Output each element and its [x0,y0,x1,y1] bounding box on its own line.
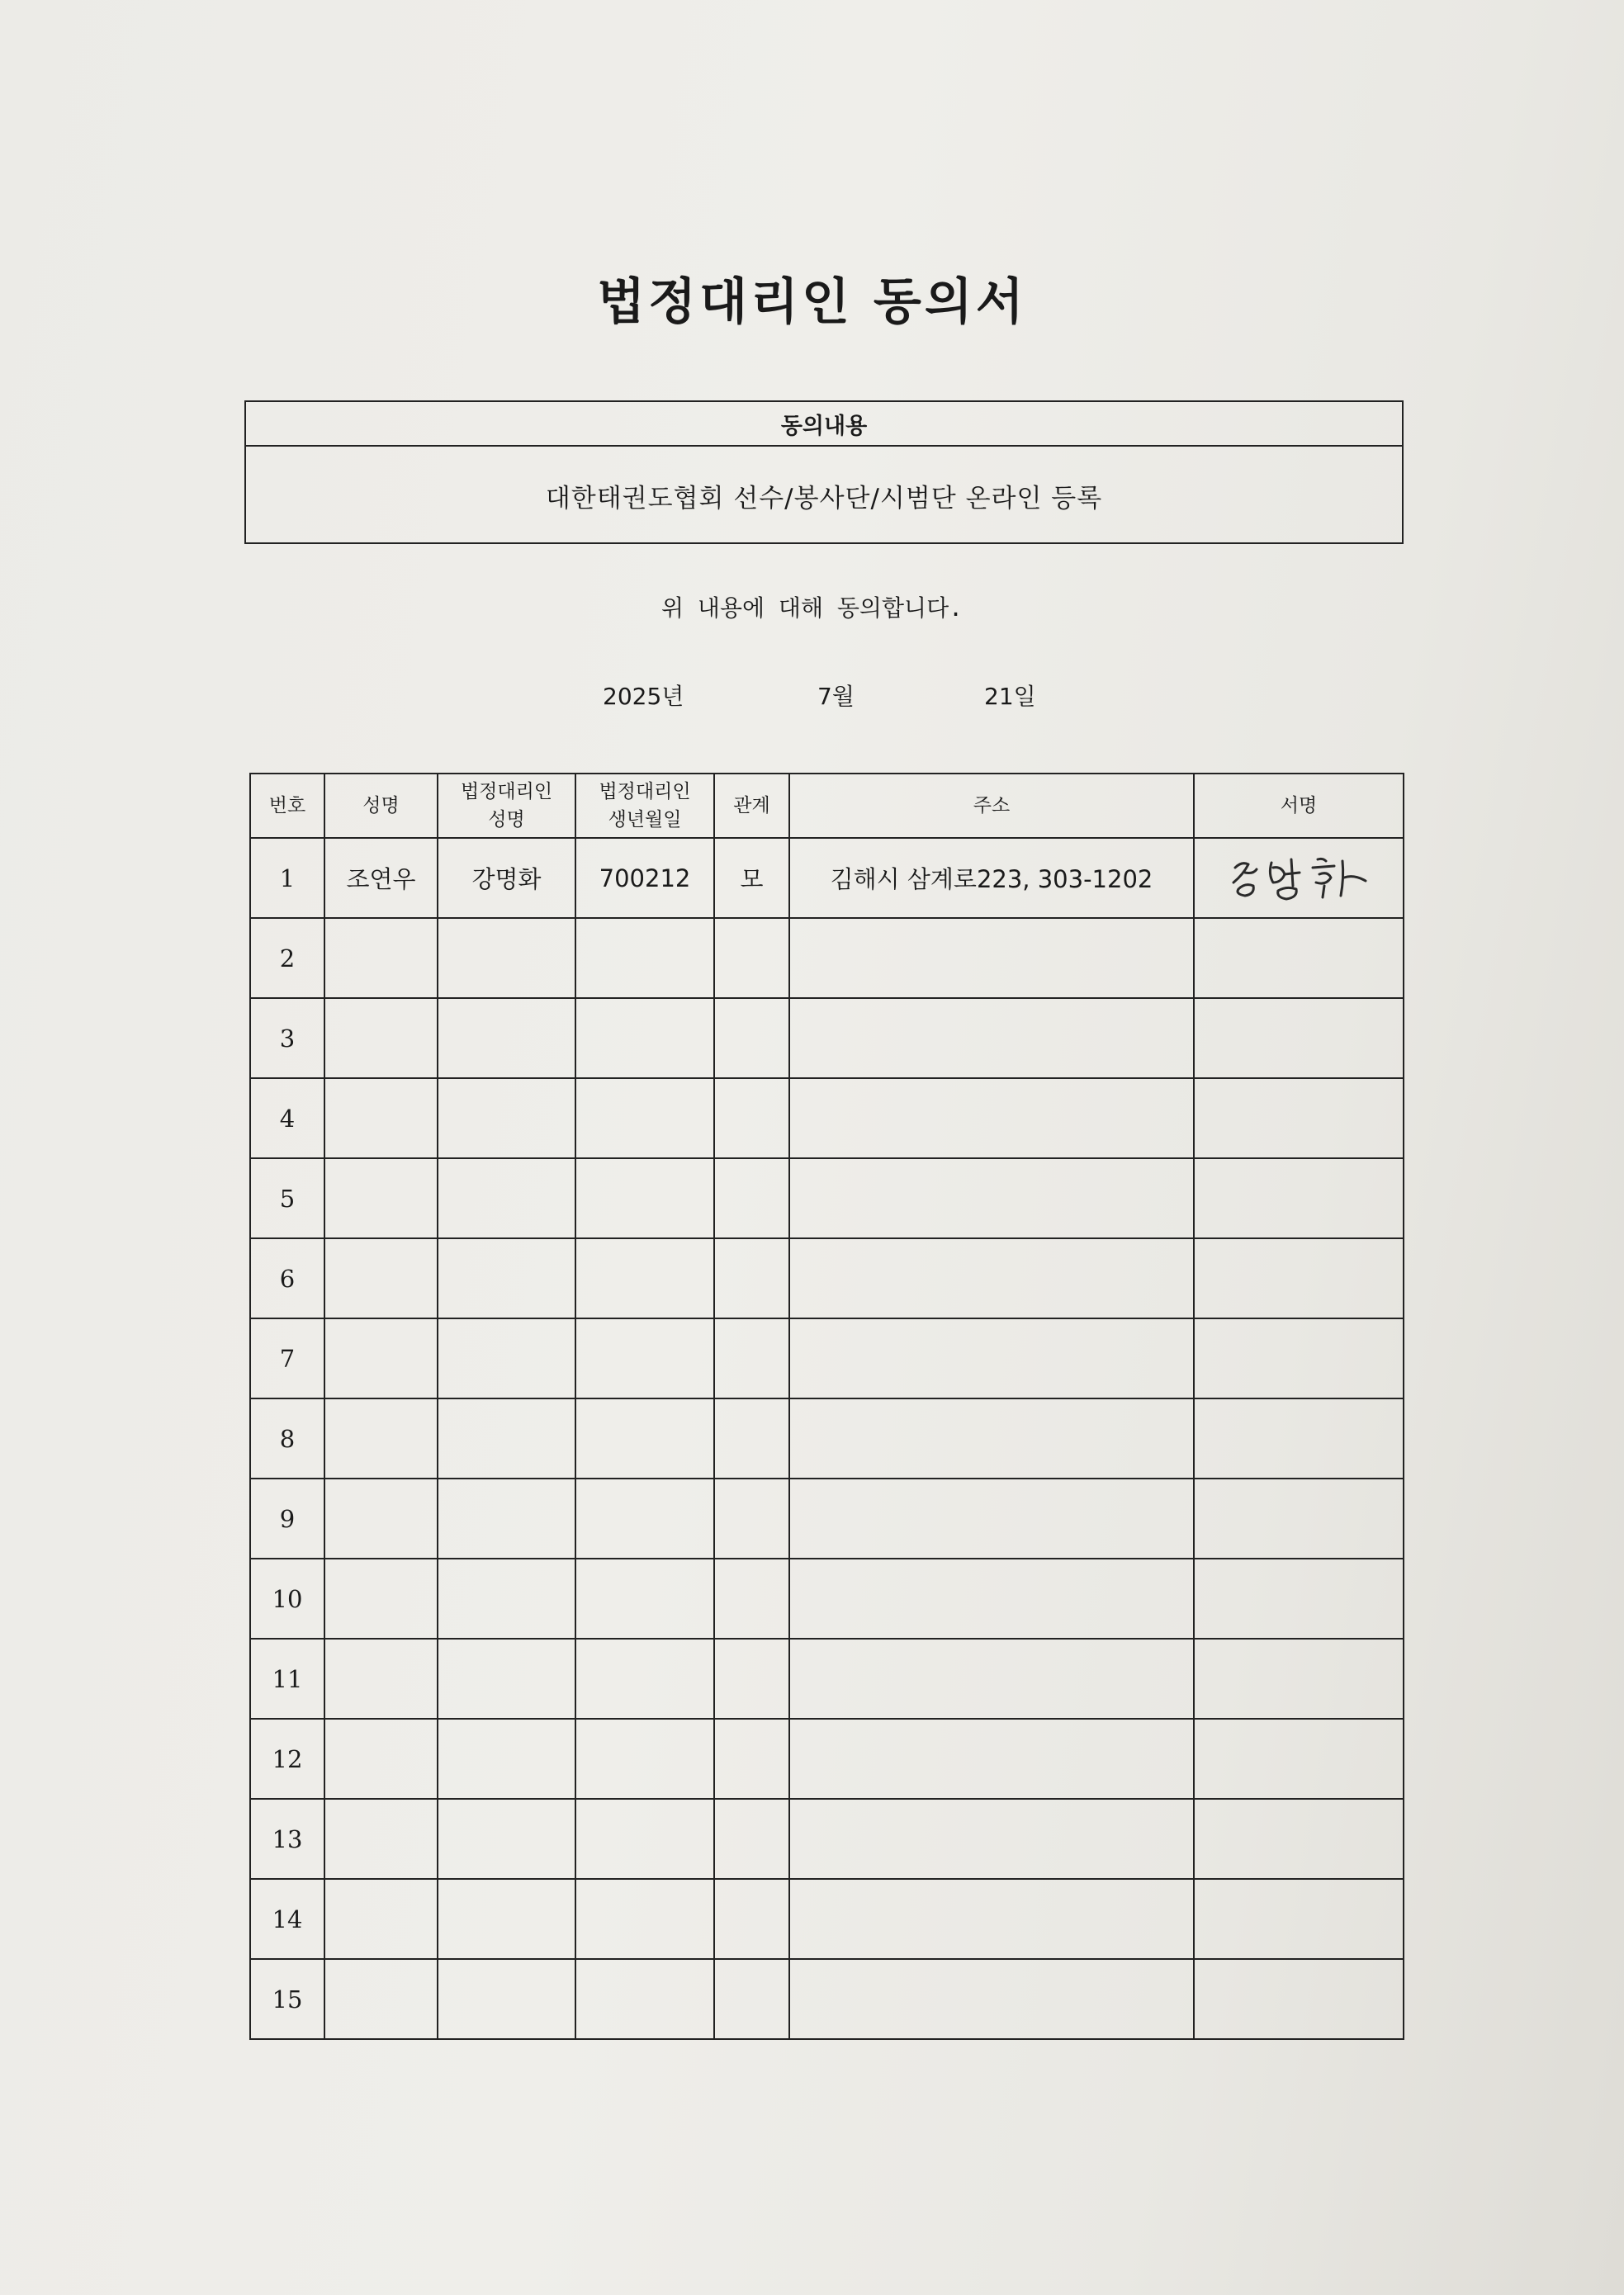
cell-guardian-name [438,998,575,1078]
consent-body: 대한태권도협회 선수/봉사단/시범단 온라인 등록 [545,483,1103,513]
cell-address [789,1238,1194,1318]
cell-address [789,1559,1194,1639]
cell-signature [1194,1318,1404,1398]
header-no: 번호 [250,774,324,838]
cell-guardian-birth [575,1559,714,1639]
cell-signature [1194,1238,1404,1318]
header-guardian-name-line2: 성명 [488,809,525,830]
table-body [250,838,1404,2039]
cell-relation [714,1879,789,1959]
header-name: 성명 [324,774,438,838]
consent-header: 동의내용 [246,402,1402,447]
cell-name [324,1158,438,1238]
cell-no: 2 [250,918,324,998]
cell-guardian-birth [575,1479,714,1559]
header-signature: 서명 [1194,774,1404,838]
cell-guardian-birth [575,1238,714,1318]
cell-no: 12 [250,1719,324,1799]
cell-address [789,1719,1194,1799]
cell-guardian-birth [575,1879,714,1959]
table-row [250,1559,1404,1639]
cell-name [324,1238,438,1318]
cell-no: 10 [250,1559,324,1639]
cell-signature [1194,838,1404,918]
cell-signature [1194,1799,1404,1879]
cell-name [324,1799,438,1879]
table-header-row [250,774,1404,838]
cell-address [789,1398,1194,1479]
cell-no: 1 [250,838,324,918]
cell-no: 5 [250,1158,324,1238]
cell-relation [714,1559,789,1639]
cell-no: 15 [250,1959,324,2039]
registration-table [249,773,1404,2040]
cell-relation [714,1799,789,1879]
cell-guardian-name [438,1398,575,1479]
header-guardian-name-line1: 법정대리인 [460,781,553,802]
cell-guardian-birth [575,1639,714,1719]
cell-signature [1194,1639,1404,1719]
cell-relation: 모 [714,838,789,918]
cell-guardian-birth [575,1799,714,1879]
cell-no: 8 [250,1398,324,1479]
cell-name [324,1879,438,1959]
table-row [250,1639,1404,1719]
cell-name [324,1959,438,2039]
cell-no: 6 [250,1238,324,1318]
cell-address: 김해시 삼계로223, 303-1202 [789,838,1194,918]
cell-name: 조연우 [324,838,438,918]
table-row [250,1719,1404,1799]
cell-relation [714,1238,789,1318]
cell-name [324,1318,438,1398]
cell-address [789,1799,1194,1879]
cell-relation [714,1398,789,1479]
cell-relation [714,1318,789,1398]
agreement-statement: 위 내용에 대해 동의합니다. [661,594,963,622]
cell-address [789,1078,1194,1158]
cell-address [789,1158,1194,1238]
date-year: 2025년 [603,683,684,710]
header-guardian-birth-line1: 법정대리인 [599,781,691,802]
cell-guardian-name [438,1318,575,1398]
cell-signature [1194,1959,1404,2039]
cell-guardian-name [438,1078,575,1158]
cell-signature [1194,1158,1404,1238]
cell-guardian-name [438,1238,575,1318]
cell-name [324,1639,438,1719]
cell-no: 3 [250,998,324,1078]
cell-guardian-birth [575,1719,714,1799]
cell-signature [1194,1879,1404,1959]
header-guardian-birth-line2: 생년월일 [608,809,682,830]
cell-guardian-birth [575,1959,714,2039]
cell-address [789,1318,1194,1398]
date-day: 21일 [984,683,1036,710]
table-row [250,838,1404,918]
header-address: 주소 [789,774,1194,838]
cell-relation [714,1639,789,1719]
cell-guardian-name [438,918,575,998]
cell-signature [1194,1479,1404,1559]
cell-name [324,1398,438,1479]
date-month: 7월 [817,683,855,710]
table-row [250,1799,1404,1879]
cell-address [789,1639,1194,1719]
table-row [250,1479,1404,1559]
cell-guardian-birth [575,1318,714,1398]
cell-guardian-name: 강명화 [438,838,575,918]
cell-name [324,1719,438,1799]
cell-signature [1194,1719,1404,1799]
cell-relation [714,1719,789,1799]
consent-box [244,400,1404,544]
cell-no: 14 [250,1879,324,1959]
cell-signature [1194,918,1404,998]
cell-guardian-birth [575,1398,714,1479]
cell-name [324,918,438,998]
cell-address [789,1959,1194,2039]
table-row [250,1879,1404,1959]
cell-relation [714,1479,789,1559]
table-row [250,1078,1404,1158]
cell-guardian-birth: 700212 [575,838,714,918]
cell-relation [714,918,789,998]
cell-relation [714,1158,789,1238]
header-relation: 관계 [714,774,789,838]
table-row [250,1398,1404,1479]
cell-relation [714,1959,789,2039]
cell-address [789,998,1194,1078]
cell-address [789,918,1194,998]
cell-guardian-name [438,1559,575,1639]
cell-guardian-name [438,1479,575,1559]
cell-signature [1194,1078,1404,1158]
cell-no: 7 [250,1318,324,1398]
cell-guardian-name [438,1158,575,1238]
cell-guardian-name [438,1799,575,1879]
cell-name [324,1078,438,1158]
cell-name [324,1479,438,1559]
table-row [250,998,1404,1078]
page-title: 법정대리인 동의서 [597,273,1027,331]
cell-guardian-name [438,1719,575,1799]
cell-guardian-birth [575,918,714,998]
table-row [250,1238,1404,1318]
cell-signature [1194,1398,1404,1479]
cell-guardian-birth [575,1078,714,1158]
cell-guardian-name [438,1959,575,2039]
cell-guardian-name [438,1879,575,1959]
cell-address [789,1479,1194,1559]
cell-guardian-birth [575,998,714,1078]
cell-no: 13 [250,1799,324,1879]
table-row [250,1959,1404,2039]
cell-no: 9 [250,1479,324,1559]
cell-guardian-birth [575,1158,714,1238]
cell-name [324,1559,438,1639]
cell-guardian-name [438,1639,575,1719]
cell-relation [714,998,789,1078]
header-guardian-birth [575,774,714,838]
table-row [250,1158,1404,1238]
header-guardian-name [438,774,575,838]
cell-signature [1194,998,1404,1078]
handwritten-signature [1220,849,1377,907]
cell-no: 4 [250,1078,324,1158]
cell-name [324,998,438,1078]
cell-relation [714,1078,789,1158]
cell-signature [1194,1559,1404,1639]
cell-address [789,1879,1194,1959]
table-row [250,918,1404,998]
cell-no: 11 [250,1639,324,1719]
table-row [250,1318,1404,1398]
